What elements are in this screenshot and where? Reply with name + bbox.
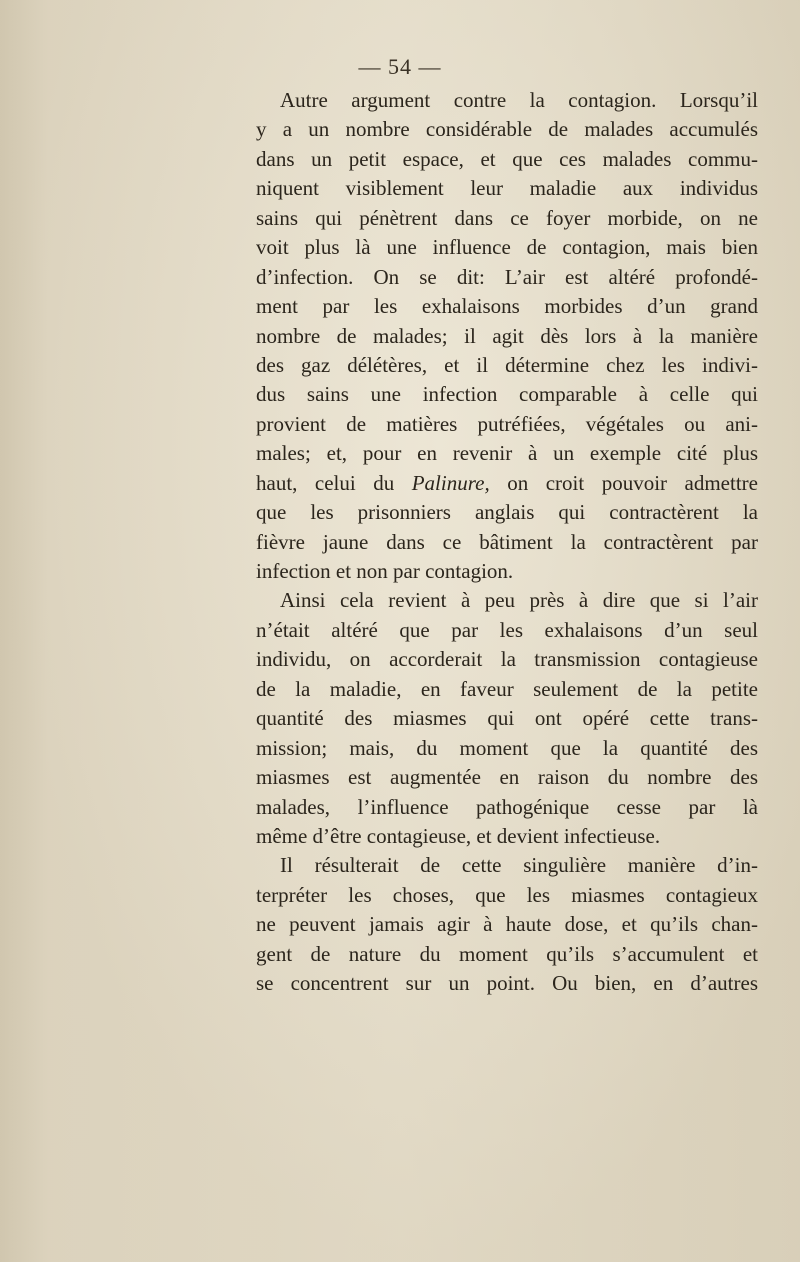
text-line: sains qui pénètrent dans ce foyer morbide, on ne [256, 205, 758, 230]
text-line: dans un petit espace, et que ces malades commu- [256, 146, 758, 171]
text-line: infection et non par contagion. [256, 559, 514, 583]
text-line: se concentrent sur un point. Ou bien, en d’autres [256, 971, 758, 996]
text-line: niquent visiblement leur maladie aux individus [256, 176, 758, 201]
paragraph-1 [256, 86, 758, 586]
text-segment: on croit pouvoir admettre [489, 470, 758, 495]
text-line: Autre argument contre la contagion. Lorsqu’il [280, 88, 758, 112]
text-segment: haut, celui du [256, 470, 412, 495]
text-line: quantité des miasmes qui ont opéré cette trans- [256, 706, 758, 731]
text-line: même d’être contagieuse, et devient infectieuse. [256, 823, 661, 848]
paragraph-3 [256, 851, 758, 998]
ship-name-italic: Palinure, [411, 470, 490, 495]
text-line: y a un nombre considérable de malades accumulés [256, 117, 758, 142]
text-line: miasmes est augmentée en raison du nombre des [256, 765, 758, 790]
text-line: fièvre jaune dans ce bâtiment la contractèrent par [256, 529, 758, 554]
text-line: que les prisonniers anglais qui contractèrent la [256, 500, 758, 525]
text-line: d’infection. On se dit: L’air est altéré profondé- [256, 264, 758, 289]
text-line: males; et, pour en revenir à un exemple cité plus [256, 441, 758, 466]
text-line: Il résulterait de cette singulière manière d’in- [280, 853, 758, 878]
text-line: malades, l’influence pathogénique cesse par là [256, 794, 758, 819]
paragraph-2 [256, 586, 758, 851]
text-line-with-italic [256, 469, 758, 498]
text-line: ment par les exhalaisons morbides d’un grand [256, 294, 758, 319]
text-line: gent de nature du moment qu’ils s’accumulent et [256, 941, 758, 966]
text-line: individu, on accorderait la transmission contagieuse [256, 647, 758, 672]
text-line: Ainsi cela revient à peu près à dire que si l’air [280, 588, 758, 613]
text-line: mission; mais, du moment que la quantité des [256, 735, 758, 760]
text-line: n’était altéré que par les exhalaisons d’un seul [256, 617, 758, 642]
text-line: ne peuvent jamais agir à haute dose, et qu’ils chan- [256, 912, 758, 937]
text-line: nombre de malades; il agit dès lors à la manière [256, 323, 758, 348]
text-line: dus sains une infection comparable à celle qui [256, 382, 758, 407]
text-line: terpréter les choses, que les miasmes contagieux [256, 882, 758, 907]
body-text [256, 86, 758, 999]
text-line: de la maladie, en faveur seulement de la petite [256, 676, 758, 701]
text-line: des gaz délétères, et il détermine chez les indivi- [256, 352, 758, 377]
text-line: voit plus là une influence de contagion, mais bien [256, 235, 758, 260]
text-line: provient de matières putréfiées, végétales ou ani- [256, 411, 758, 436]
page-number: — 54 — [358, 54, 442, 79]
